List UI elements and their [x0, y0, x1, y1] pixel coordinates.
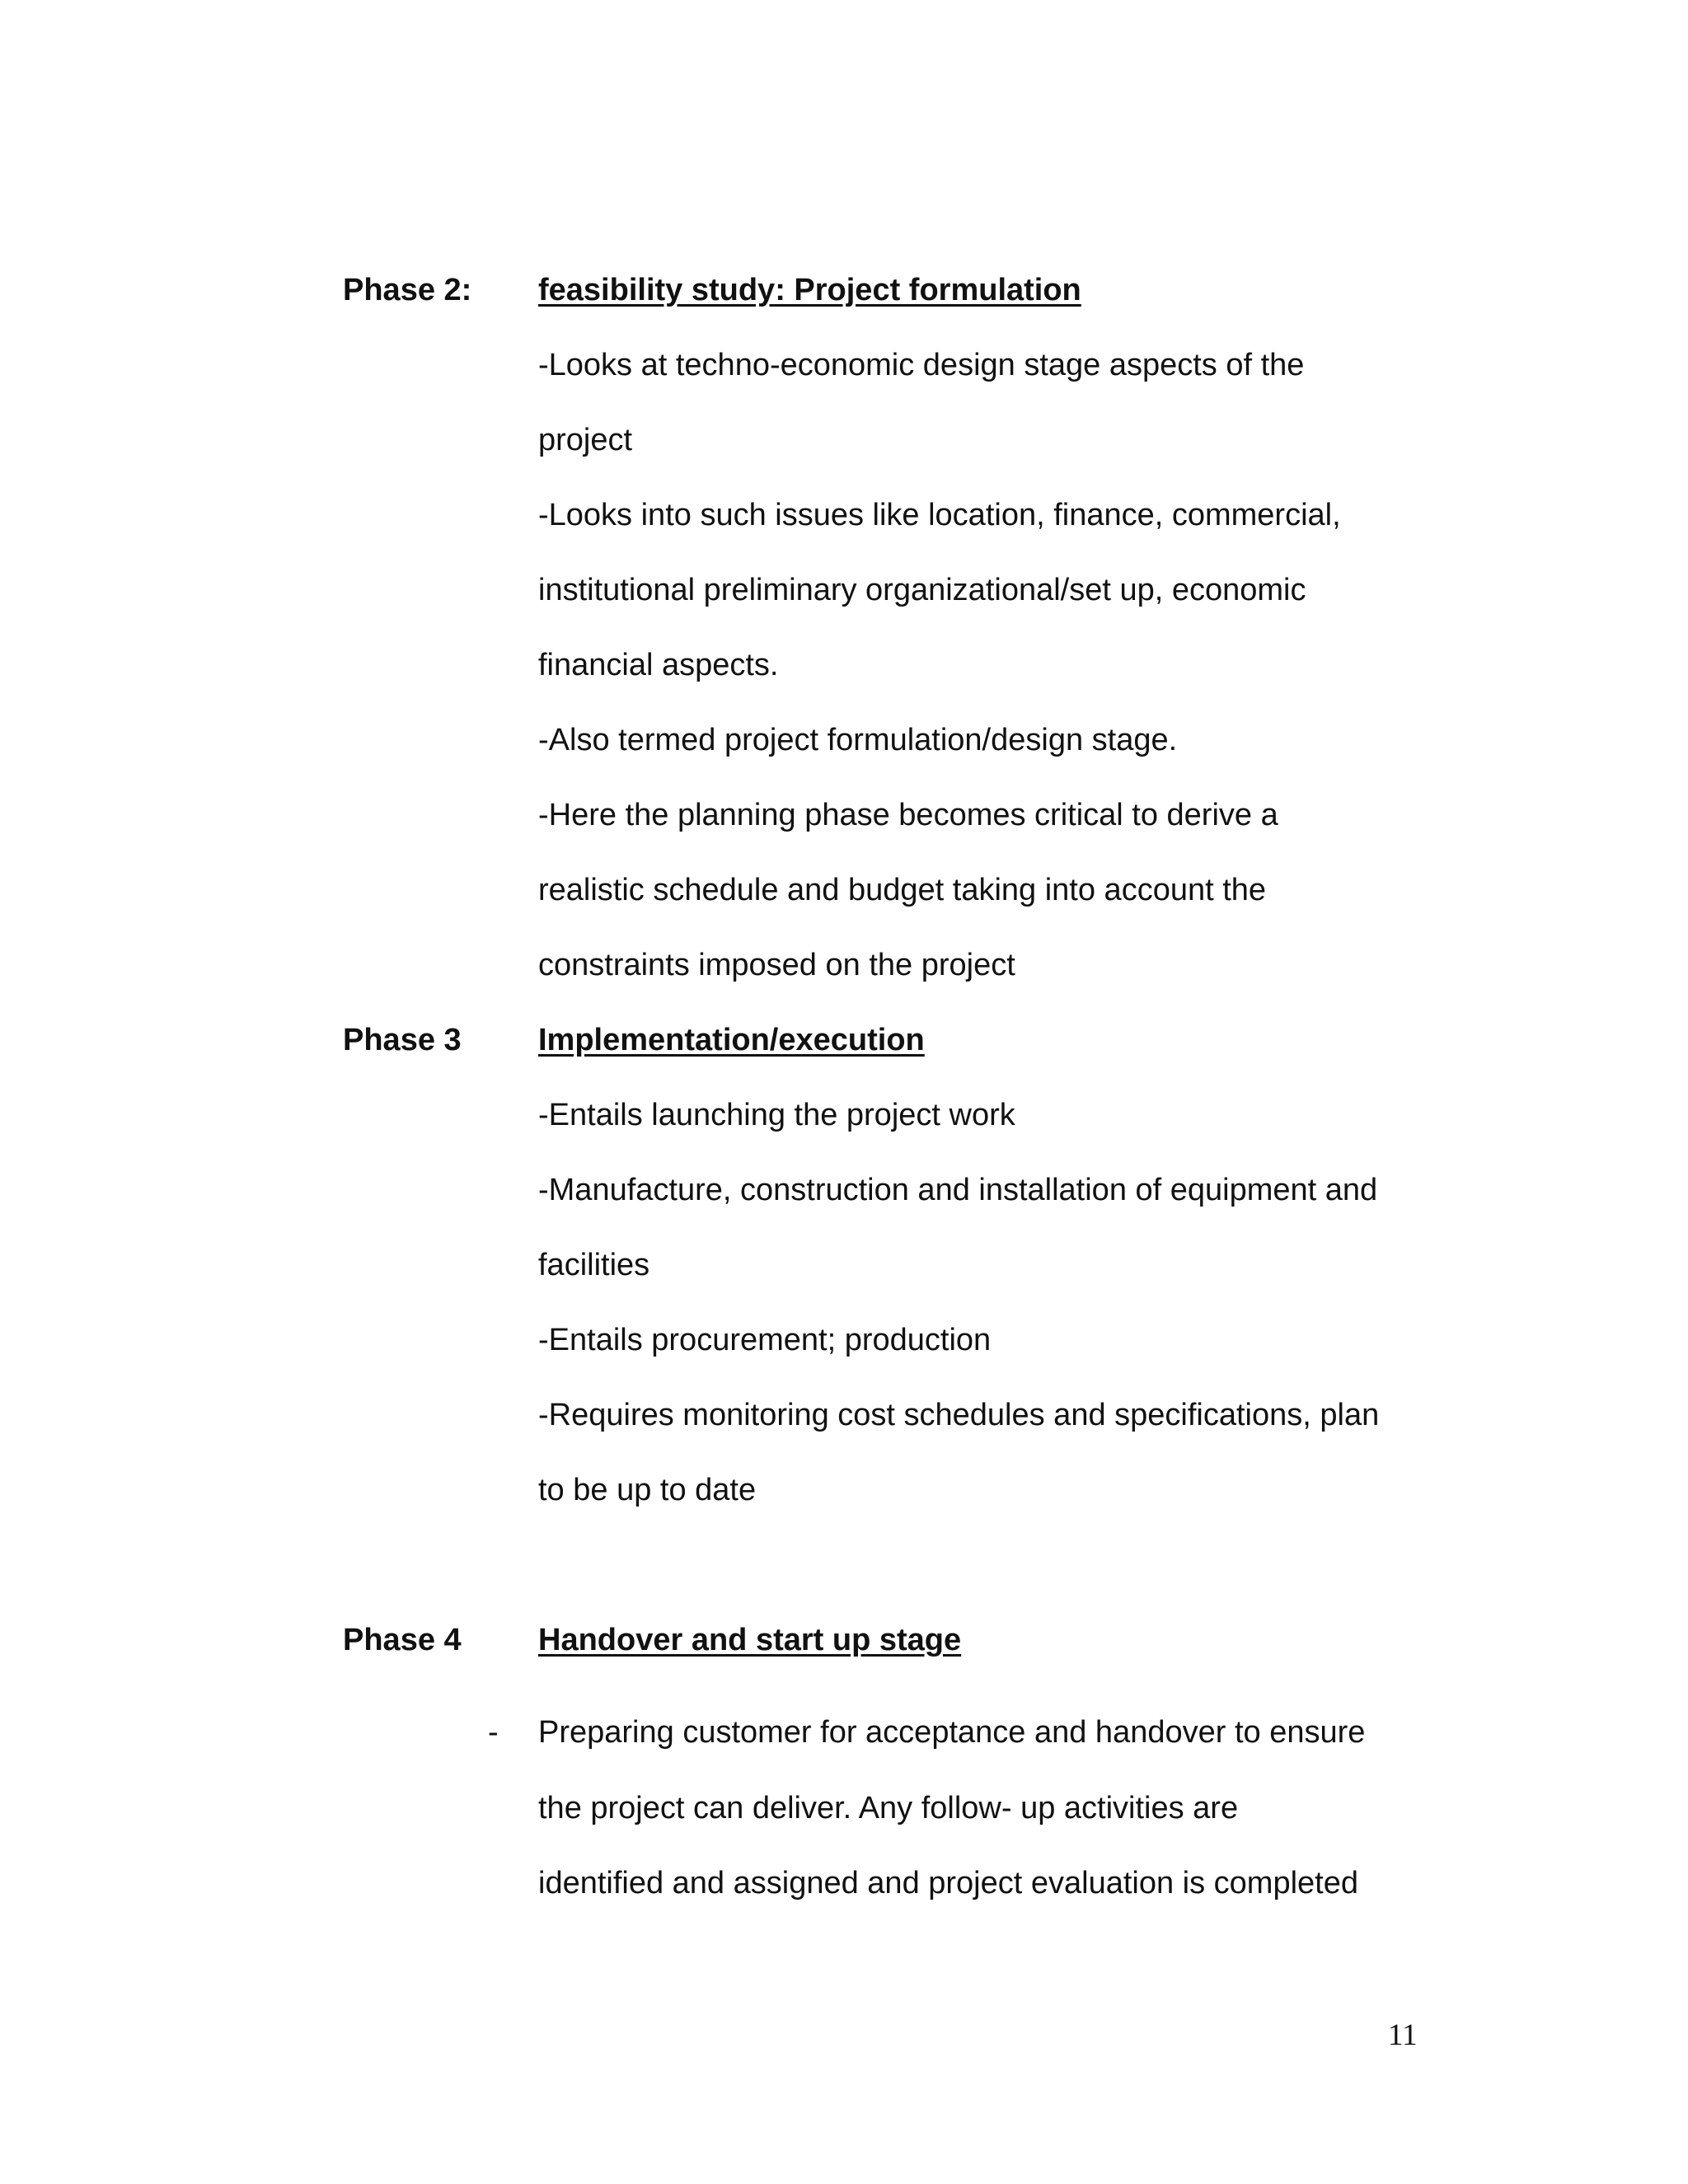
phase-3-title: Implementation/execution	[538, 1023, 925, 1057]
phase-2-line: -Looks into such issues like location, finance, commercial,	[538, 498, 1341, 532]
phase-2-label: Phase 2:	[343, 273, 472, 307]
phase-2-line: institutional preliminary organizational/set up, economic	[538, 573, 1306, 607]
bullet-dash: -	[488, 1715, 499, 1750]
phase-2-line: financial aspects.	[538, 648, 779, 682]
phase-3-line: to be up to date	[538, 1473, 757, 1507]
phase-2-line: -Here the planning phase becomes critical to derive a	[538, 798, 1278, 832]
phase-3-line: -Manufacture, construction and installation of equipment and	[538, 1173, 1378, 1207]
phase-3-label: Phase 3	[343, 1023, 462, 1057]
phase-2-line: -Also termed project formulation/design stage.	[538, 723, 1178, 757]
phase-2-line: realistic schedule and budget taking into account the	[538, 873, 1267, 907]
phase-4-title: Handover and start up stage	[538, 1623, 962, 1657]
phase-2-line: project	[538, 423, 633, 457]
phase-2-title: feasibility study: Project formulation	[538, 273, 1081, 307]
phase-3-line: -Entails procurement; production	[538, 1323, 992, 1357]
phase-4-line: Preparing customer for acceptance and handover to ensure	[538, 1715, 1366, 1750]
phase-3-line: -Requires monitoring cost schedules and specifications, plan	[538, 1398, 1380, 1432]
phase-3-line: -Entails launching the project work	[538, 1098, 1015, 1132]
phase-4-label: Phase 4	[343, 1623, 462, 1657]
phase-2-line: constraints imposed on the project	[538, 948, 1015, 982]
page-number: 11	[1388, 2018, 1418, 2052]
phase-4-line: identified and assigned and project evaluation is completed	[538, 1866, 1358, 1900]
phase-3-line: facilities	[538, 1248, 650, 1282]
phase-2-line: -Looks at techno-economic design stage aspects of the	[538, 348, 1305, 382]
phase-4-line: the project can deliver. Any follow- up activities are	[538, 1791, 1239, 1825]
